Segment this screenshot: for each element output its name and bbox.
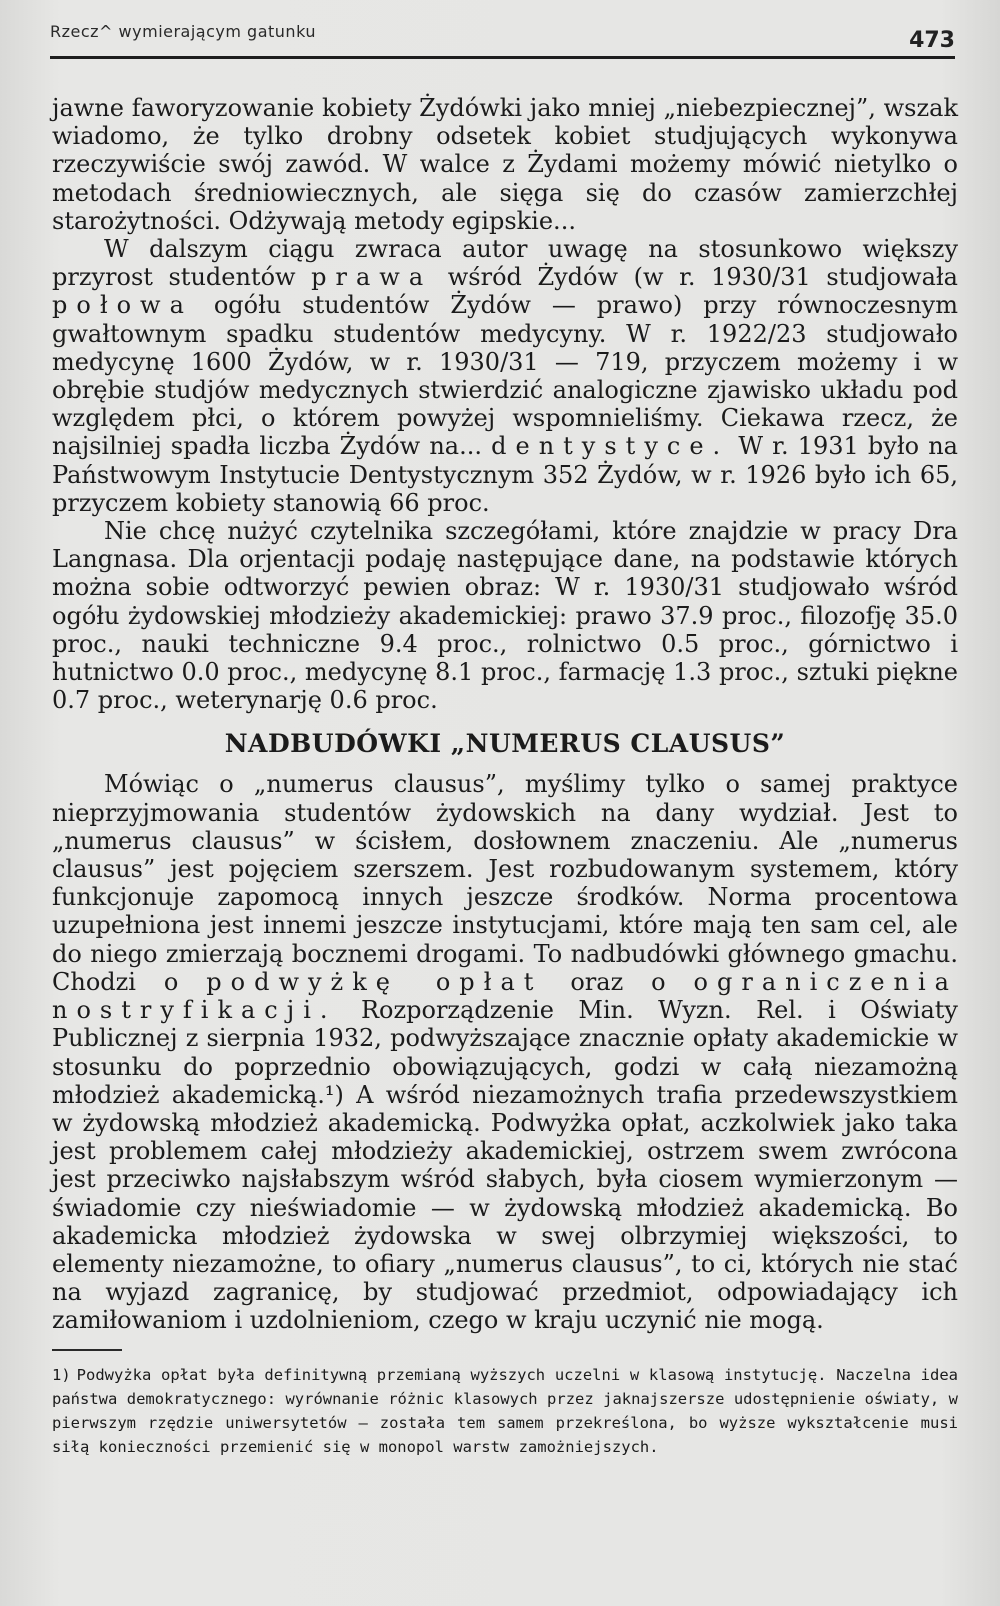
paragraph-2-part-g: W r. 1931 było na Państwowym Instytucie Dentystycznym 352 Żydów, w r. 1926 było ich 65, przyczem kobiety stanowią 66 proc. xyxy=(52,432,958,517)
paragraph-2-part-e: ogółu studentów Żydów — prawo) przy równoczesnym gwałtownym spadku studentów medycyny. W r. 1922/23 studjowało medycynę 1600 Żydów, w r. 1930/31 — 719, przyczem możemy i w obrębie studjów medycznych stwierdzić analogiczne zjawisko układu pod względem płci, o którem powyżej wspomnieliśmy. Ciekawa rzecz, że najsilniej spadła liczba Żydów na... xyxy=(52,291,958,461)
footnote-marker: 1) xyxy=(52,1365,71,1384)
spaced-word-dentystyce: dentystyce. xyxy=(491,432,730,461)
paragraph-4-part-a: Mówiąc o „numerus clausus”, myślimy tylko o samej praktyce nieprzyjmowania studentów żydowskich na dany wydział. Jest to „numerus clausus” w ścisłem, dosłownem znaczeniu. Ale „numerus clausus” jest pojęciem szerszem. Jest rozbudowanym systemem, który funkcjonuje zapomocą innych jeszcze środków. Norma procentowa uzupełniona jest innemi jeszcze instytucjami, które mają ten sam cel, ale do niego zmierzają bocznemi drogami. To nadbudówki głównego gmachu. Chodzi o xyxy=(52,770,958,996)
section-heading: NADBUDÓWKI „NUMERUS CLAUSUS” xyxy=(224,729,786,759)
running-header xyxy=(50,18,955,58)
spaced-phrase-podwyzke-oplat: podwyżkę opłat xyxy=(206,967,543,996)
spaced-word-polowa: połowa xyxy=(52,291,193,320)
main-text xyxy=(52,94,958,1459)
paragraph-4 xyxy=(52,770,958,1334)
paragraph-2-part-a: W dalszym ciągu zwraca autor uwagę na stosunkowo większy przyrost studentów xyxy=(52,235,958,292)
paragraph-4-part-c: oraz o xyxy=(570,967,666,996)
footnote-rule xyxy=(52,1349,122,1351)
header-rule xyxy=(50,56,955,59)
paragraph-3: Nie chcę nużyć czytelnika szczegółami, które znajdzie w pracy Dra Langnasa. Dla orjentacji podaję następujące dane, na podstawie których można sobie odtworzyć pewien obraz: W r. 1930/31 studjowało wśród ogółu żydowskiej młodzieży akademickiej: prawo 37.9 proc., filozofję 35.0 proc., nauki techniczne 9.4 proc., rolnictwo 0.5 proc., górnictwo i hutnictwo 0.0 proc., medycynę 8.1 proc., farmację 1.3 proc., sztuki piękne 0.7 proc., weterynarję 0.6 proc. xyxy=(52,517,958,715)
paragraph-2-part-c: wśród Żydów (w r. 1930/31 studjowała xyxy=(447,263,958,292)
footnote-text: Podwyżka opłat była definitywną przemianą wyższych uczelni w klasową instytucję. Naczelna idea państwa demokratycznego: wyrównanie różnic klasowych przez jaknajszersze udostępnienie oświaty, w pierwszym rzędzie uniwersytetów — została tem samem przekreślona, bo wyższe wykształcenie musi siłą konieczności przemienić się w monopol warstw zamożniejszych. xyxy=(52,1365,958,1456)
running-title: Rzecz^ wymierającym gatunku xyxy=(50,22,316,41)
spaced-phrase-ograniczenia-nostryfikacji: ograniczenia nostryfikacji. xyxy=(52,967,958,1025)
spaced-word-prawa: prawa xyxy=(311,263,433,292)
footnote xyxy=(52,1363,958,1459)
paragraph-4-part-e: Rozporządzenie Min. Wyzn. Rel. i Oświaty Publicznej z sierpnia 1932, podwyższające znacznie opłaty akademickie w stosunku do poprzednio obowiązujących, godzi w całą niezamożną młodzież akademicką.¹) A wśród niezamożnych trafia przedewszystkiem w żydowską młodzież akademicką. Podwyżka opłat, aczkolwiek jako taka jest problemem całej młodzieży akademickiej, ostrzem swem zwrócona jest przeciwko najsłabszym wśród słabych, była ciosem wymierzonym — świadomie czy nieświadomie — w żydowską młodzież akademicką. Bo akademicka młodzież żydowska w swej olbrzymiej większości, to elementy niezamożne, to ofiary „numerus clausus”, to ci, których nie stać na wyjazd zagranicę, by studjować przedmiot, odpowiadający ich zamiłowaniom i uzdolnieniom, czego w kraju uczynić nie mogą. xyxy=(52,996,958,1335)
page-number: 473 xyxy=(909,28,955,53)
paragraph-2 xyxy=(52,235,958,517)
paragraph-1: jawne faworyzowanie kobiety Żydówki jako mniej „niebezpiecznej”, wszak wiadomo, że tylko drobny odsetek kobiet studjujących wykonywa rzeczywiście swój zawód. W walce z Żydami możemy mówić nietylko o metodach średniowiecznych, ale sięga się do czasów zamierzchłej starożytności. Odżywają metody egipskie... xyxy=(52,94,958,235)
